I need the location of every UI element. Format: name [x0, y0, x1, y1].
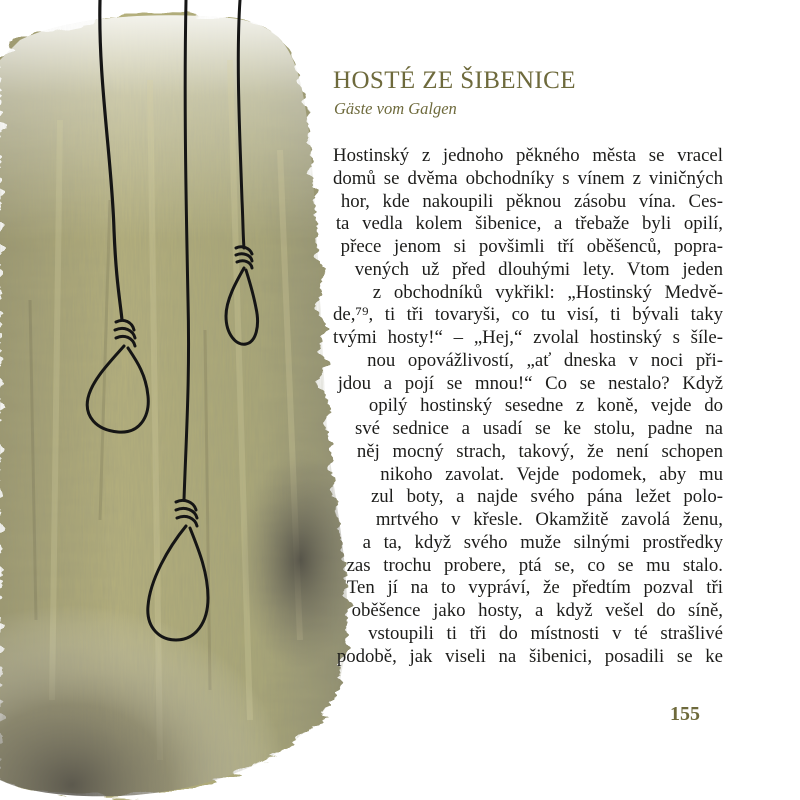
chapter-subtitle: Gäste vom Galgen	[334, 99, 457, 118]
text-line: vených už před dlouhými lety. Vtom jeden	[354, 258, 723, 280]
text-line: tvými hosty!“ – „Hej,“ zvolal hostinský s šíle-	[333, 327, 723, 348]
text-line: zul boty, a najde svého pána ležet polo-	[370, 486, 723, 508]
text-line: oběšence jako hosty, a když vešel do síně,	[351, 600, 723, 621]
text-line: z obchodníků vykřikl: „Hostinský Medvě-	[372, 281, 723, 303]
text-line: jdou a pojí se mnou!“ Co se nestalo? Když	[337, 372, 723, 394]
text-line: domů se dvěma obchodníky s vínem z viničných	[333, 167, 723, 189]
text-line: zas trochu probere, ptá se, co se mu stalo.	[346, 554, 723, 576]
text-line: přece jenom si povšimli tří oběšenců, popra-	[340, 236, 723, 257]
text-line: hor, kde nakoupili pěknou zásobu vína. Ces-	[340, 190, 723, 212]
story-text	[333, 145, 723, 668]
text-line: nou opovážlivostí, „ať dneska v noci při-	[367, 349, 723, 371]
text-line: vstoupili ti tři do místnosti v té strašlivé	[368, 622, 723, 644]
text-line: a ta, když svého muže silnými prostředky	[362, 531, 723, 553]
text-line: ta vedla kolem šibenice, a třebaže byli opilí,	[335, 213, 723, 235]
text-line: své sednice a usadí se ke stolu, padne na	[354, 418, 723, 439]
text-line: Hostinský z jednoho pěkného města se vracel	[333, 145, 723, 166]
text-line: něj mocný strach, takový, že není schopen	[356, 440, 723, 462]
text-line: podobě, jak viseli na šibenici, posadili se ke	[336, 645, 723, 667]
chapter-title: HOSTÉ ZE ŠIBENICE	[333, 67, 576, 94]
text-line: Ten jí na to vypráví, že předtím pozval tři	[346, 577, 723, 599]
text-line: mrtvého v křesle. Okamžitě zavolá ženu,	[375, 509, 723, 530]
text-line: de,⁷⁹, ti tři tovaryši, co tu visí, ti bývali taky	[333, 304, 723, 326]
text-line: nikoho zavolat. Vejde podomek, aby mu	[380, 463, 723, 485]
text-line: opilý hostinský sesedne z koně, vejde do	[368, 395, 723, 417]
page-number: 155	[670, 703, 700, 725]
